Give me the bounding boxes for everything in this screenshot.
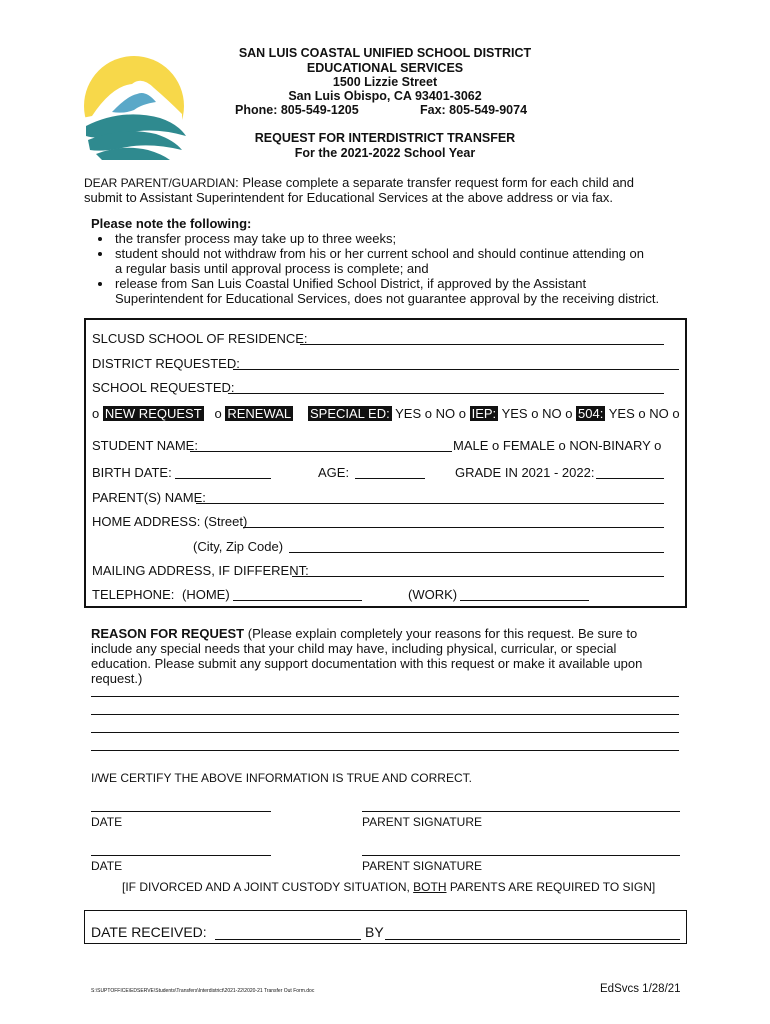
gender-row: MALE o FEMALE o NON-BINARY o — [453, 438, 662, 453]
file-path: S:\SUPTOFFICE\EDSERVE\Students\Transfers\Interdistrict\2021-22\2020-21 Transfer Out Form.doc — [91, 988, 315, 994]
city-zip-label: (City, Zip Code) — [193, 539, 284, 554]
city-zip-field[interactable] — [289, 552, 664, 553]
504-label: 504: — [578, 406, 604, 421]
date-received-label: DATE RECEIVED: — [91, 924, 207, 940]
reason-line[interactable] — [91, 750, 679, 751]
date-label-1: DATE — [91, 815, 123, 829]
date-label-2: DATE — [91, 859, 123, 873]
female-checkbox[interactable]: o — [558, 438, 566, 453]
by-field[interactable] — [385, 939, 680, 940]
fax: Fax: 805-549-9074 — [420, 103, 528, 117]
parent-signature-label-1: PARENT SIGNATURE — [362, 815, 483, 829]
home-phone-field[interactable] — [233, 600, 362, 601]
reason-label: REASON FOR REQUEST — [91, 626, 245, 641]
note-item: • the transfer process may take up to three weeks; — [113, 231, 686, 246]
street: 1500 Lizzie Street — [332, 75, 438, 89]
divorced-note: [IF DIVORCED AND A JOINT CUSTODY SITUATION, BOTH PARENTS ARE REQUIRED TO SIGN] — [122, 880, 656, 894]
note-item: • release from San Luis Coastal Unified School District, if approved by the Assistant — [113, 276, 686, 291]
date-received-field[interactable] — [215, 939, 361, 940]
age-label: AGE: — [318, 465, 350, 480]
dept-name: EDUCATIONAL SERVICES — [306, 61, 464, 75]
mailing-address-field[interactable] — [292, 576, 664, 577]
renewal-label: RENEWAL — [227, 406, 292, 421]
parents-name-label: PARENT(S) NAME: — [92, 490, 206, 505]
org-name: SAN LUIS COASTAL UNIFIED SCHOOL DISTRICT — [238, 46, 532, 60]
parents-name-field[interactable] — [196, 503, 664, 504]
special-ed-yes-checkbox[interactable]: o — [424, 406, 432, 421]
home-address-field[interactable] — [243, 527, 664, 528]
home-phone-label: (HOME) — [182, 587, 230, 602]
reason-text: REASON FOR REQUEST (Please explain completely your reasons for this request. Be sure to include any special needs that your child may have, including physical, curricular, or special education. Please submit any support documentation with this request or make it available upon request.) — [91, 626, 643, 686]
504-no-checkbox[interactable]: o — [672, 406, 680, 421]
new-request-checkbox[interactable]: o — [92, 406, 100, 421]
note-item-cont: Superintendent for Educational Services, does not guarantee approval by the receiving district. — [115, 291, 660, 306]
special-ed-row: SPECIAL ED: YES o NO o IEP: YES o NO o 504: YES o NO o — [310, 406, 680, 421]
school-requested-field[interactable] — [228, 393, 664, 394]
age-field[interactable] — [355, 478, 425, 479]
certify-text: I/WE CERTIFY THE ABOVE INFORMATION IS TRUE AND CORRECT. — [91, 771, 472, 785]
date-field-2[interactable] — [91, 855, 271, 856]
504-yes-checkbox[interactable]: o — [638, 406, 646, 421]
renewal-checkbox[interactable]: o — [214, 406, 222, 421]
note-item: • student should not withdraw from his or her current school and should continue attending on — [113, 246, 686, 261]
student-name-label: STUDENT NAME: — [92, 438, 198, 453]
date-field-1[interactable] — [91, 811, 271, 812]
city: San Luis Obispo, CA 93401-3062 — [288, 89, 482, 103]
note-item-cont: a regular basis until approval process is complete; and — [115, 261, 429, 276]
birth-date-field[interactable] — [175, 478, 271, 479]
parent-signature-label-2: PARENT SIGNATURE — [362, 859, 483, 873]
school-year: For the 2021-2022 School Year — [294, 146, 476, 160]
iep-label: IEP: — [471, 406, 497, 421]
district-requested-field[interactable] — [233, 369, 679, 370]
iep-yes-checkbox[interactable]: o — [531, 406, 539, 421]
parent-signature-field-1[interactable] — [362, 811, 680, 812]
school-residence-label: SLCUSD SCHOOL OF RESIDENCE: — [92, 331, 308, 346]
revision-code: EdSvcs 1/28/21 — [600, 983, 681, 995]
student-name-field[interactable] — [190, 451, 452, 452]
iep-no-checkbox[interactable]: o — [565, 406, 573, 421]
district-requested-label: DISTRICT REQUESTED: — [92, 356, 240, 371]
district-logo — [82, 56, 190, 162]
mailing-address-label: MAILING ADDRESS, IF DIFFERENT: — [92, 563, 309, 578]
form-title: REQUEST FOR INTERDISTRICT TRANSFER — [254, 131, 516, 145]
phone: Phone: 805-549-1205 — [235, 103, 359, 117]
notes-heading: Please note the following: — [91, 216, 252, 231]
grade-field[interactable] — [596, 478, 664, 479]
nonbinary-checkbox[interactable]: o — [654, 438, 662, 453]
school-residence-field[interactable] — [300, 344, 664, 345]
special-ed-label: SPECIAL ED: — [310, 406, 390, 421]
reason-line[interactable] — [91, 732, 679, 733]
grade-label: GRADE IN 2021 - 2022: — [455, 465, 595, 480]
special-ed-no-checkbox[interactable]: o — [458, 406, 466, 421]
work-phone-label: (WORK) — [408, 587, 458, 602]
by-label: BY — [365, 924, 384, 940]
request-type-row — [92, 406, 293, 421]
birth-date-label: BIRTH DATE: — [92, 465, 172, 480]
work-phone-field[interactable] — [460, 600, 589, 601]
notes-list — [91, 231, 686, 306]
intro-line-1: DEAR PARENT/GUARDIAN: Please complete a separate transfer request form for each child and — [84, 175, 635, 190]
intro-line-2: submit to Assistant Superintendent for Educational Services at the above address or via fax. — [84, 190, 613, 205]
reason-line[interactable] — [91, 696, 679, 697]
telephone-label: TELEPHONE: — [92, 587, 175, 602]
salutation: DEAR PARENT/GUARDIAN — [84, 176, 236, 190]
reason-line[interactable] — [91, 714, 679, 715]
new-request-label: NEW REQUEST — [104, 406, 202, 421]
home-address-label: HOME ADDRESS: (Street) — [92, 514, 248, 529]
school-requested-label: SCHOOL REQUESTED: — [92, 380, 235, 395]
parent-signature-field-2[interactable] — [362, 855, 680, 856]
male-checkbox[interactable]: o — [492, 438, 500, 453]
